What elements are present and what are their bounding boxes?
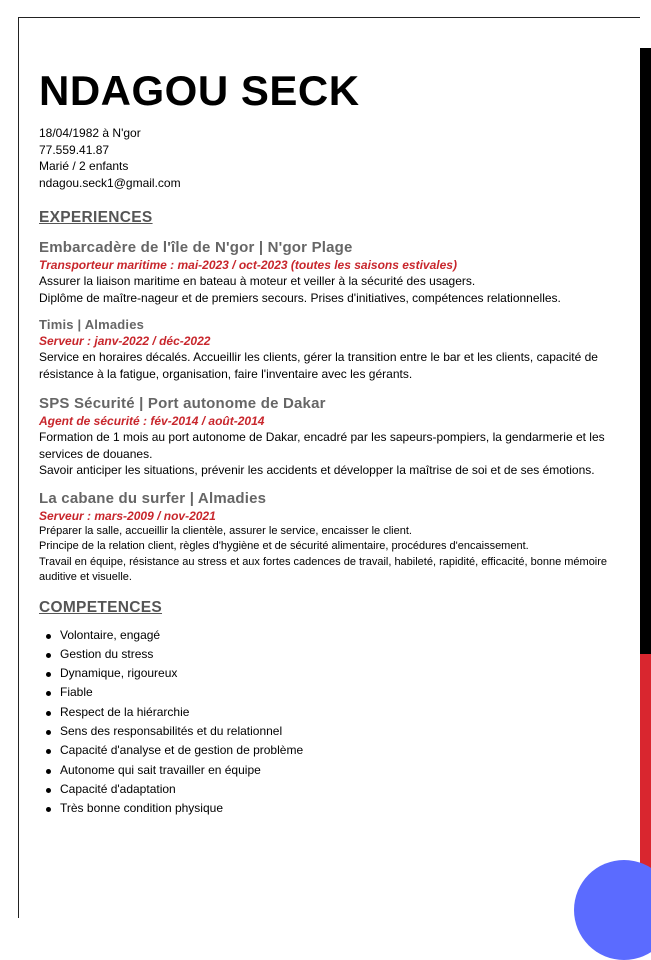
- list-item: Sens des responsabilités et du relationnel: [39, 722, 635, 741]
- list-item: Fiable: [39, 683, 635, 702]
- job-role: Serveur : mars-2009 / nov-2021: [39, 508, 216, 523]
- list-item: Très bonne condition physique: [39, 799, 635, 818]
- experiences-heading: EXPERIENCES: [39, 209, 153, 226]
- list-item: Respect de la hiérarchie: [39, 703, 635, 722]
- job-role: Agent de sécurité : fév-2014 / août-2014: [39, 414, 265, 428]
- job-description-line: Principe de la relation client, règles d'hygiène et de sécurité alimentaire, procédures d'encaissement.: [39, 540, 529, 552]
- candidate-name: NDAGOU SECK: [39, 67, 360, 114]
- list-item: Volontaire, engagé: [39, 626, 635, 645]
- job-role: Serveur : janv-2022 / déc-2022: [39, 334, 211, 348]
- job-title: La cabane du surfer | Almadies: [39, 489, 267, 507]
- experience-item: [39, 394, 635, 479]
- job-title: Timis | Almadies: [39, 317, 145, 332]
- experience-item: [39, 316, 635, 382]
- side-bar-black: [640, 48, 651, 654]
- phone-number: 77.559.41.87: [39, 142, 110, 157]
- list-item: Capacité d'adaptation: [39, 780, 635, 799]
- competences-heading: COMPETENCES: [39, 598, 163, 616]
- resume-content: [39, 208, 635, 818]
- list-item: Dynamique, rigoureux: [39, 664, 635, 683]
- contact-info: [39, 125, 181, 191]
- job-title: SPS Sécurité | Port autonome de Dakar: [39, 395, 326, 412]
- list-item: Capacité d'analyse et de gestion de problème: [39, 741, 635, 760]
- birth-info: 18/04/1982 à N'gor: [39, 126, 141, 140]
- marital-status: Marié / 2 enfants: [39, 159, 129, 173]
- job-title: Embarcadère de l'île de N'gor | N'gor Plage: [39, 239, 353, 256]
- experience-item: [39, 489, 635, 586]
- job-description-line: Assurer la liaison maritime en bateau à moteur et veiller à la sécurité des usagers.: [39, 274, 476, 288]
- job-role: Transporteur maritime : mai-2023 / oct-2023 (toutes les saisons estivales): [39, 258, 457, 272]
- list-item: Autonome qui sait travailler en équipe: [39, 761, 635, 780]
- job-description-line: Travail en équipe, résistance au stress et aux fortes cadences de travail, habileté, rapidité, efficacité, bonne mémoire auditive et visuelle.: [39, 555, 608, 583]
- email-address: ndagou.seck1@gmail.com: [39, 175, 181, 190]
- job-description-line: Formation de 1 mois au port autonome de Dakar, encadré par les sapeurs-pompiers, la gendarmerie et les services de douanes.: [39, 430, 605, 461]
- job-description-line: Savoir anticiper les situations, prévenir les accidents et développer la maîtrise de soi et de ses émotions.: [39, 463, 595, 477]
- job-description-line: Diplôme de maître-nageur et de premiers secours. Prises d'initiatives, compétences relationnelles.: [39, 290, 561, 305]
- job-description-line: Préparer la salle, accueillir la clientèle, assurer le service, encaisser le client.: [39, 524, 412, 537]
- list-item: Gestion du stress: [39, 645, 635, 664]
- skills-list: [39, 626, 635, 819]
- job-description-line: Service en horaires décalés. Accueillir les clients, gérer la transition entre le bar et les clients, capacité de résistance à la fatigue, organisation, faire l'inventaire avec les gérants.: [39, 350, 598, 381]
- experience-item: [39, 238, 635, 306]
